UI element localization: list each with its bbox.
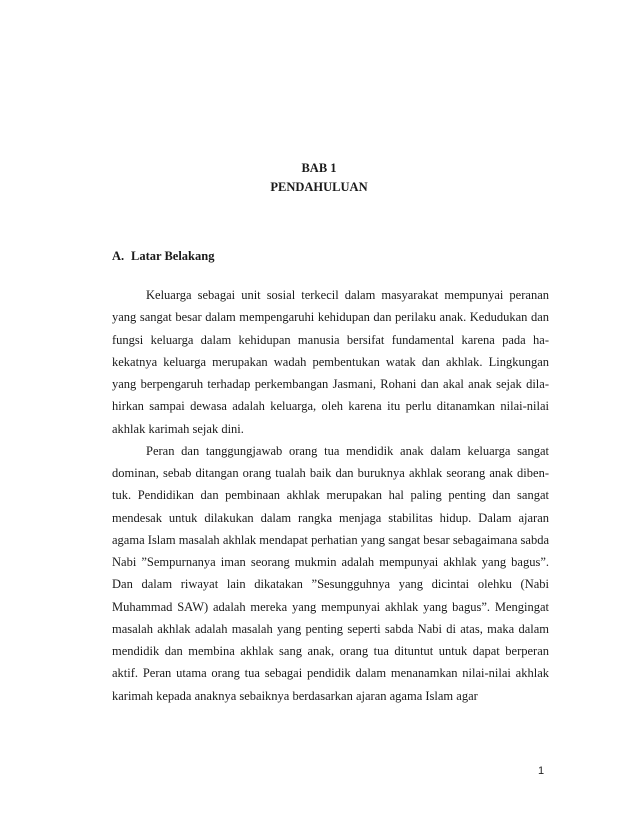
chapter-number: BAB 1	[301, 161, 337, 175]
body-text	[112, 284, 549, 707]
paragraph: Keluarga sebagai unit sosial terkecil dalam masyarakat mempunyai peranan yang sangat besar dalam mempengaruhi kehidupan dan perilaku anak. Kedudukan dan fungsi keluarga dalam kehidupan manusia bersifat fundamental karena pada hakekatnya keluarga merupakan wadah pembentukan watak dan akhlak. Lingkungan yang berpengaruh terhadap perkembangan Jasmani, Rohani dan akal anak sejak dilahirkan sampai dewasa adalah keluarga, oleh karena itu perlu ditanamkan nilai-nilai akhlak karimah sejak dini.	[112, 288, 549, 436]
section-marker: A.	[112, 249, 125, 263]
paragraph: Peran dan tanggungjawab orang tua mendidik anak dalam keluarga sangat dominan, sebab ditangan orang tualah baik dan buruknya akhlak seorang anak dibentuk. Pendidikan dan pembinaan akhlak merupakan hal paling penting dan sangat mendesak untuk dilakukan dalam rangka menjaga stabilitas hidup. Dalam ajaran agama Islam masalah akhlak mendapat perhatian yang sangat besar sebagaimana sabda Nabi ”Sempurnanya iman seorang mukmin adalah mempunyai akhlak yang bagus”. Dan dalam riwayat lain dikatakan ”Sesungguhnya yang dicintai olehku (Nabi Muhammad SAW) adalah mereka yang mempunyai akhlak yang bagus”. Mengingat masalah akhlak adalah masalah yang penting seperti sabda Nabi di atas, maka dalam mendidik dan membina akhlak sang anak, orang tua dituntut untuk dapat berperan aktif. Peran utama orang tua sebagai pendidik dalam menanamkan nilai-nilai akhlak karimah kepada anaknya sebaiknya berdasarkan ajaran agama Islam agar	[112, 443, 549, 703]
section-title: Latar Belakang	[131, 249, 215, 263]
chapter-title: PENDAHULUAN	[270, 180, 368, 194]
page-number: 1	[538, 765, 545, 777]
section-heading	[112, 249, 214, 264]
